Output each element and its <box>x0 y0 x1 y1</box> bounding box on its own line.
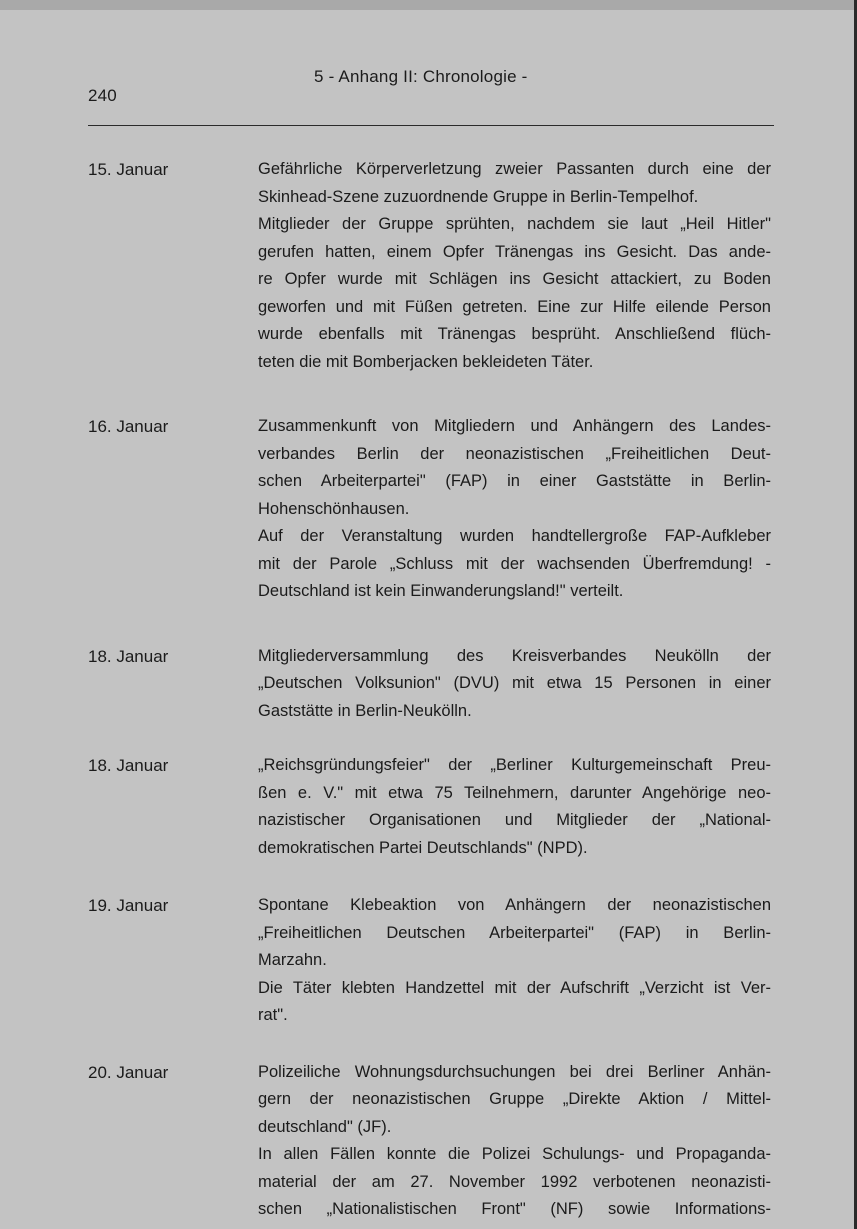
text-line: demokratischen Partei Deutschlands" (NPD). <box>258 838 588 857</box>
entry-date: 18. Januar <box>88 756 169 775</box>
text-line: mit der Parole „Schluss mit der wachsenden Überfremdung! - <box>258 554 771 573</box>
chronology-entries <box>88 156 774 1224</box>
entry-date: 16. Januar <box>88 417 169 436</box>
text-line: Die Täter klebten Handzettel mit der Aufschrift „Verzicht ist Ver- <box>258 978 771 997</box>
entry-paragraph <box>258 523 771 606</box>
entry-date: 19. Januar <box>88 896 169 915</box>
text-line: In allen Fällen konnte die Polizei Schulungs- und Propaganda- <box>258 1145 771 1163</box>
chronology-entry <box>88 413 774 606</box>
text-line: „Reichsgründungsfeier" der „Berliner Kulturgemeinschaft Preu- <box>258 756 771 774</box>
header-rule <box>88 125 774 126</box>
text-line: Polizeiliche Wohnungsdurchsuchungen bei drei Berliner Anhän- <box>258 1062 771 1081</box>
text-line: Deutschland ist kein Einwanderungsland!" verteilt. <box>258 582 624 600</box>
text-line: wurde ebenfalls mit Tränengas besprüht. Anschließend flüch- <box>258 325 771 343</box>
text-line: schen „Nationalistischen Front" (NF) sowie Informations- <box>258 1200 771 1218</box>
text-line: geworfen und mit Füßen getreten. Eine zur Hilfe eilende Person <box>258 297 771 316</box>
text-line: Gefährliche Körperverletzung zweier Passanten durch eine der <box>258 160 771 178</box>
entry-text <box>258 413 771 606</box>
text-line: Gaststätte in Berlin-Neukölln. <box>258 701 472 720</box>
entry-paragraph <box>258 156 771 376</box>
text-line: verbandes Berlin der neonazistischen „Freiheitlichen Deut- <box>258 444 771 463</box>
chronology-entry <box>88 643 774 726</box>
text-line: Mitgliederversammlung des Kreisverbandes Neukölln der <box>258 646 771 665</box>
entry-paragraph <box>258 643 771 726</box>
entry-date: 18. Januar <box>88 646 169 666</box>
page-number: 240 <box>88 86 117 105</box>
text-line: material der am 27. November 1992 verbotenen neonazisti- <box>258 1172 771 1191</box>
text-line: rat". <box>258 1006 288 1024</box>
entry-text <box>258 892 771 1030</box>
text-line: deutschland" (JF). <box>258 1117 392 1136</box>
text-line: Hohenschönhausen. <box>258 499 410 518</box>
page-top-shadow <box>0 0 857 10</box>
text-line: teten die mit Bomberjacken bekleideten Täter. <box>258 352 594 371</box>
chronology-entry <box>88 752 774 862</box>
text-line: Auf der Veranstaltung wurden handtellergroße FAP-Aufkleber <box>258 527 771 545</box>
text-line: Zusammenkunft von Mitgliedern und Anhängern des Landes- <box>258 417 771 435</box>
text-line: nazistischer Organisationen und Mitglieder der „National- <box>258 811 771 829</box>
chronology-entry <box>88 892 774 1030</box>
text-line: Marzahn. <box>258 951 327 969</box>
entry-paragraph <box>258 975 771 1030</box>
entry-text <box>258 752 771 862</box>
text-line: ßen e. V." mit etwa 75 Teilnehmern, darunter Angehörige neo- <box>258 783 771 802</box>
text-line: gern der neonazistischen Gruppe „Direkte Aktion / Mittel- <box>258 1090 771 1108</box>
entry-paragraph <box>258 1059 771 1142</box>
entry-paragraph <box>258 413 771 523</box>
entry-paragraph <box>258 892 771 975</box>
text-line: re Opfer wurde mit Schlägen ins Gesicht attackiert, zu Boden <box>258 270 771 288</box>
entry-paragraph <box>258 752 771 862</box>
text-line: Skinhead-Szene zuzuordnende Gruppe in Berlin-Tempelhof. <box>258 187 699 206</box>
entry-text <box>258 156 771 376</box>
text-line: schen Arbeiterpartei" (FAP) in einer Gaststätte in Berlin- <box>258 472 771 490</box>
entry-date: 15. Januar <box>88 160 169 179</box>
entry-date: 20. Januar <box>88 1062 169 1082</box>
chronology-entry <box>88 1059 774 1224</box>
entry-text <box>258 1059 771 1224</box>
text-line: „Deutschen Volksunion" (DVU) mit etwa 15 Personen in einer <box>258 674 771 692</box>
entry-paragraph <box>258 1141 771 1224</box>
chronology-entry <box>88 156 774 376</box>
entry-text <box>258 643 771 726</box>
text-line: Mitglieder der Gruppe sprühten, nachdem sie laut „Heil Hitler" <box>258 215 771 233</box>
text-line: „Freiheitlichen Deutschen Arbeiterpartei" (FAP) in Berlin- <box>258 923 771 942</box>
text-line: Spontane Klebeaktion von Anhängern der neonazistischen <box>258 896 771 914</box>
text-line: gerufen hatten, einem Opfer Tränengas ins Gesicht. Das ande- <box>258 242 771 261</box>
running-header: 5 - Anhang II: Chronologie - <box>314 67 528 86</box>
